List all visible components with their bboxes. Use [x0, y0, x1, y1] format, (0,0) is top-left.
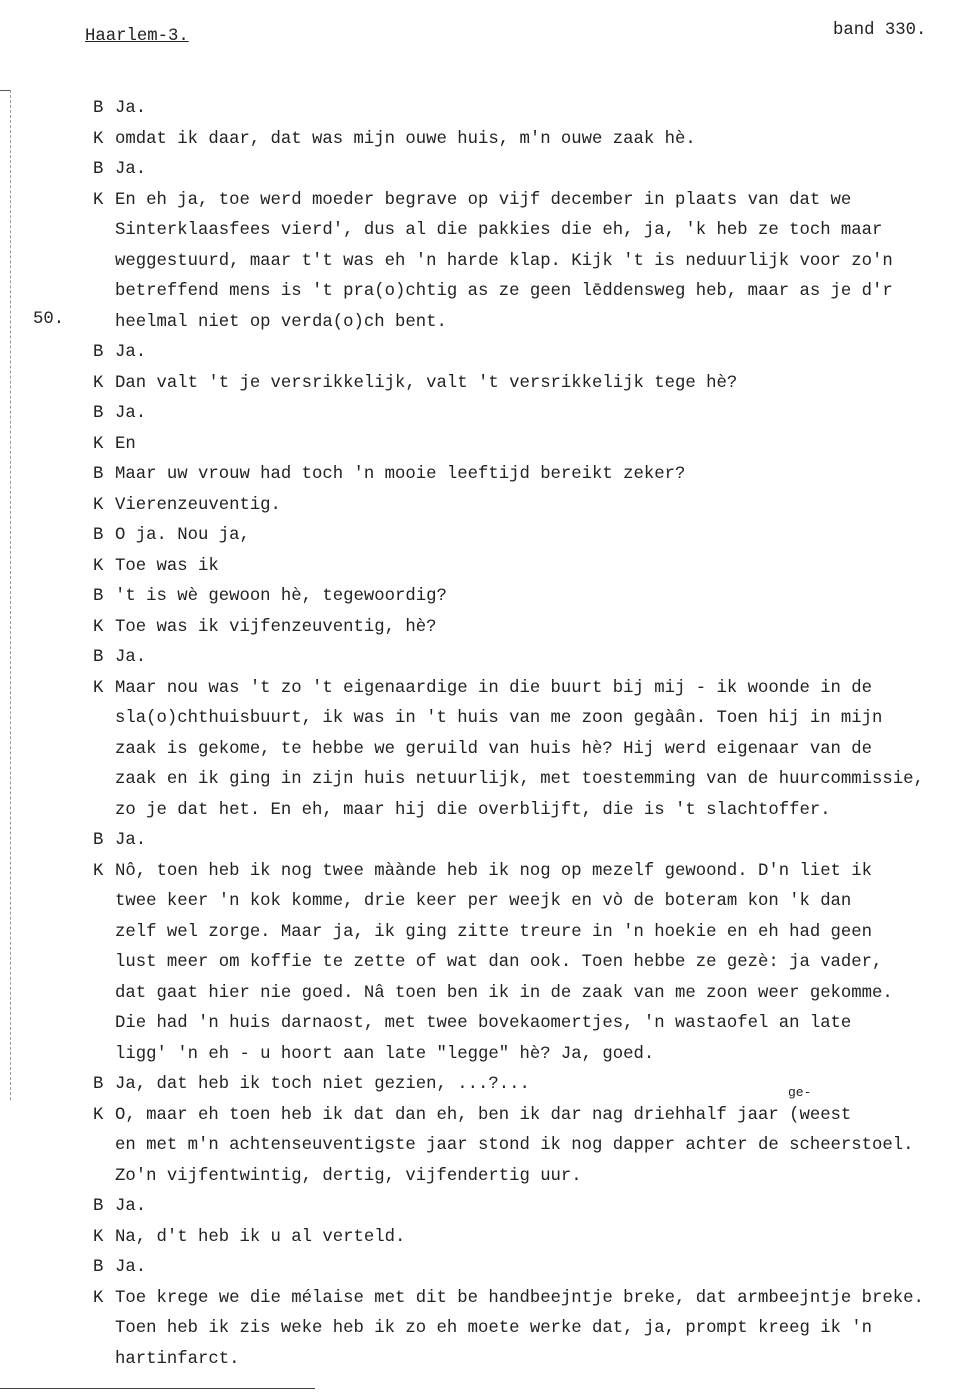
margin-bracket — [0, 90, 10, 91]
line-number-marker: 50. — [33, 310, 65, 329]
transcript-line — [93, 1009, 924, 1040]
line-text: Ja, dat heb ik toch niet gezien, ...?... — [115, 1075, 530, 1094]
line-text: Toe was ik vijfenzeuventig, hè? — [115, 617, 437, 637]
transcript-line — [93, 460, 924, 491]
line-text: twee keer 'n kok komme, drie keer per weejk en vò de boteram kon 'k dan — [115, 892, 852, 911]
line-text: O ja. Nou ja, — [115, 526, 250, 545]
line-text: Sinterklaasfees vierd', dus al die pakkies die eh, ja, 'k heb ze toch maar — [115, 221, 883, 240]
line-text: Dan valt 't je versrikkelijk, valt 't versrikkelijk tege hè? — [115, 373, 738, 393]
line-text: ligg' 'n eh - u hoort aan late "legge" hè? Ja, goed. — [115, 1044, 655, 1064]
speaker-label: K — [93, 678, 104, 698]
line-text: sla(o)chthuisbuurt, ik was in 't huis van me zoon gegàân. Toen hij in mijn — [115, 709, 883, 728]
transcript-line — [93, 125, 924, 156]
margin-edge-line — [10, 90, 12, 1100]
transcript-line — [93, 521, 924, 552]
line-text: En eh ja, toe werd moeder begrave op vijf december in plaats van dat we — [115, 190, 852, 210]
speaker-label: K — [93, 373, 104, 393]
speaker-label: B — [93, 1075, 104, 1094]
line-text: Zo'n vijfentwintig, dertig, vijfendertig uur. — [115, 1166, 582, 1186]
transcript-line — [93, 247, 924, 278]
line-text: zelf wel zorge. Maar ja, ik ging zitte treure in 'n hoekie en eh had geen — [115, 922, 873, 942]
speaker-label: K — [93, 129, 104, 149]
transcript-line — [93, 948, 924, 979]
speaker-label: K — [93, 495, 104, 515]
transcript-line — [93, 857, 924, 888]
footer-rule — [0, 1388, 315, 1389]
line-text: omdat ik daar, dat was mijn ouwe huis, m'n ouwe zaak hè. — [115, 129, 696, 149]
transcript-line — [93, 94, 924, 125]
line-text: Toe was ik — [115, 556, 219, 576]
transcript-line — [93, 735, 924, 766]
speaker-label: B — [93, 1197, 104, 1216]
line-text: 't is wè gewoon hè, tegewoordig? — [115, 587, 447, 606]
transcript-line — [93, 643, 924, 674]
speaker-label: B — [93, 160, 104, 179]
transcript-line — [93, 1162, 924, 1193]
speaker-label: K — [93, 556, 104, 576]
band-number: band 330. — [833, 21, 927, 40]
speaker-label: K — [93, 1227, 104, 1247]
transcript-line — [93, 979, 924, 1010]
line-text: Toe krege we die mélaise met dit be handbeejntje breke, dat armbeejntje breke. — [115, 1288, 924, 1308]
speaker-label: K — [93, 617, 104, 637]
line-text: zaak is gekome, te hebbe we geruild van huis hè? Hij werd eigenaar van de — [115, 739, 873, 759]
transcript-line — [93, 796, 924, 827]
line-text: Vierenzeuventig. — [115, 495, 281, 515]
transcript-line — [93, 216, 924, 247]
line-text: Na, d't heb ik u al verteld. — [115, 1227, 406, 1247]
speaker-label: K — [93, 1288, 104, 1308]
transcript-line — [93, 1223, 924, 1254]
line-text: hartinfarct. — [115, 1349, 240, 1369]
line-text: Die had 'n huis darnaost, met twee bovekaomertjes, 'n wastaofel an late — [115, 1014, 852, 1033]
transcript-line — [93, 1040, 924, 1071]
transcript-line — [93, 1192, 924, 1223]
line-text: dat gaat hier nie goed. Nâ toen ben ik in de zaak van me zoon weer gekomme. — [115, 983, 893, 1003]
speaker-label: B — [93, 526, 104, 545]
transcript-body — [93, 94, 924, 1375]
speaker-label: K — [93, 434, 104, 454]
line-text: Ja. — [115, 648, 147, 667]
transcript-line — [93, 1131, 924, 1162]
line-text: Nô, toen heb ik nog twee màànde heb ik nog op mezelf gewoond. D'n liet ik — [115, 861, 873, 881]
speaker-label: K — [93, 1105, 104, 1125]
transcript-line — [93, 399, 924, 430]
line-text: En — [115, 434, 136, 454]
speaker-label: B — [93, 831, 104, 850]
document-title: Haarlem-3. — [85, 27, 189, 46]
speaker-label: B — [93, 343, 104, 362]
line-text: zo je dat het. En eh, maar hij die overblijft, die is 't slachtoffer. — [115, 800, 831, 820]
line-text: heelmal niet op verda(o)ch bent. — [115, 312, 447, 332]
speaker-label: B — [93, 1258, 104, 1277]
line-text: Ja. — [115, 160, 147, 179]
handwritten-annotation: ge- — [788, 1085, 812, 1100]
transcript-line — [93, 186, 924, 217]
speaker-label: K — [93, 861, 104, 881]
transcript-line — [93, 1070, 924, 1101]
transcript-line — [93, 430, 924, 461]
transcript-line — [93, 765, 924, 796]
line-text: Ja. — [115, 831, 147, 850]
line-text: Ja. — [115, 404, 147, 423]
transcript-line — [93, 582, 924, 613]
transcript-line — [93, 1345, 924, 1376]
speaker-label: B — [93, 404, 104, 423]
speaker-label: B — [93, 648, 104, 667]
line-text: en met m'n achtenseuventigste jaar stond ik nog dapper achter de scheerstoel. — [115, 1136, 914, 1155]
line-text: zaak en ik ging in zijn huis netuurlijk, met toestemming van de huurcommissie, — [115, 770, 924, 789]
line-text: Ja. — [115, 1258, 147, 1277]
line-text: Toen heb ik zis weke heb ik zo eh moete werke dat, ja, prompt kreeg ik 'n — [115, 1319, 873, 1338]
transcript-line — [93, 338, 924, 369]
line-text: weggestuurd, maar t't was eh 'n harde klap. Kijk 't is neduurlijk voor zo'n — [115, 251, 893, 271]
transcript-line — [93, 826, 924, 857]
transcript-line — [93, 704, 924, 735]
transcript-line — [93, 674, 924, 705]
speaker-label: B — [93, 99, 104, 118]
line-text: Ja. — [115, 343, 147, 362]
transcript-line — [93, 887, 924, 918]
transcript-line — [93, 1101, 924, 1132]
transcript-line — [93, 277, 924, 308]
line-text: Ja. — [115, 99, 147, 118]
transcript-line — [93, 491, 924, 522]
transcript-line — [93, 1314, 924, 1345]
transcript-line — [93, 155, 924, 186]
transcript-line — [93, 308, 924, 339]
transcript-line — [93, 918, 924, 949]
transcript-line — [93, 1253, 924, 1284]
line-text: betreffend mens is 't pra(o)chtig as ze geen lēddensweg heb, maar as je d'r — [115, 282, 893, 301]
transcript-line — [93, 369, 924, 400]
transcript-line — [93, 613, 924, 644]
speaker-label: B — [93, 465, 104, 484]
transcript-line — [93, 1284, 924, 1315]
speaker-label: K — [93, 190, 104, 210]
line-text: lust meer om koffie te zette of wat dan ook. Toen hebbe ze gezè: ja vader, — [115, 953, 883, 972]
transcript-line — [93, 552, 924, 583]
line-text: O, maar eh toen heb ik dat dan eh, ben ik dar nag driehhalf jaar (weest — [115, 1105, 852, 1125]
line-text: Ja. — [115, 1197, 147, 1216]
line-text: Maar nou was 't zo 't eigenaardige in die buurt bij mij - ik woonde in de — [115, 678, 873, 698]
speaker-label: B — [93, 587, 104, 606]
line-text: Maar uw vrouw had toch 'n mooie leeftijd bereikt zeker? — [115, 465, 686, 484]
